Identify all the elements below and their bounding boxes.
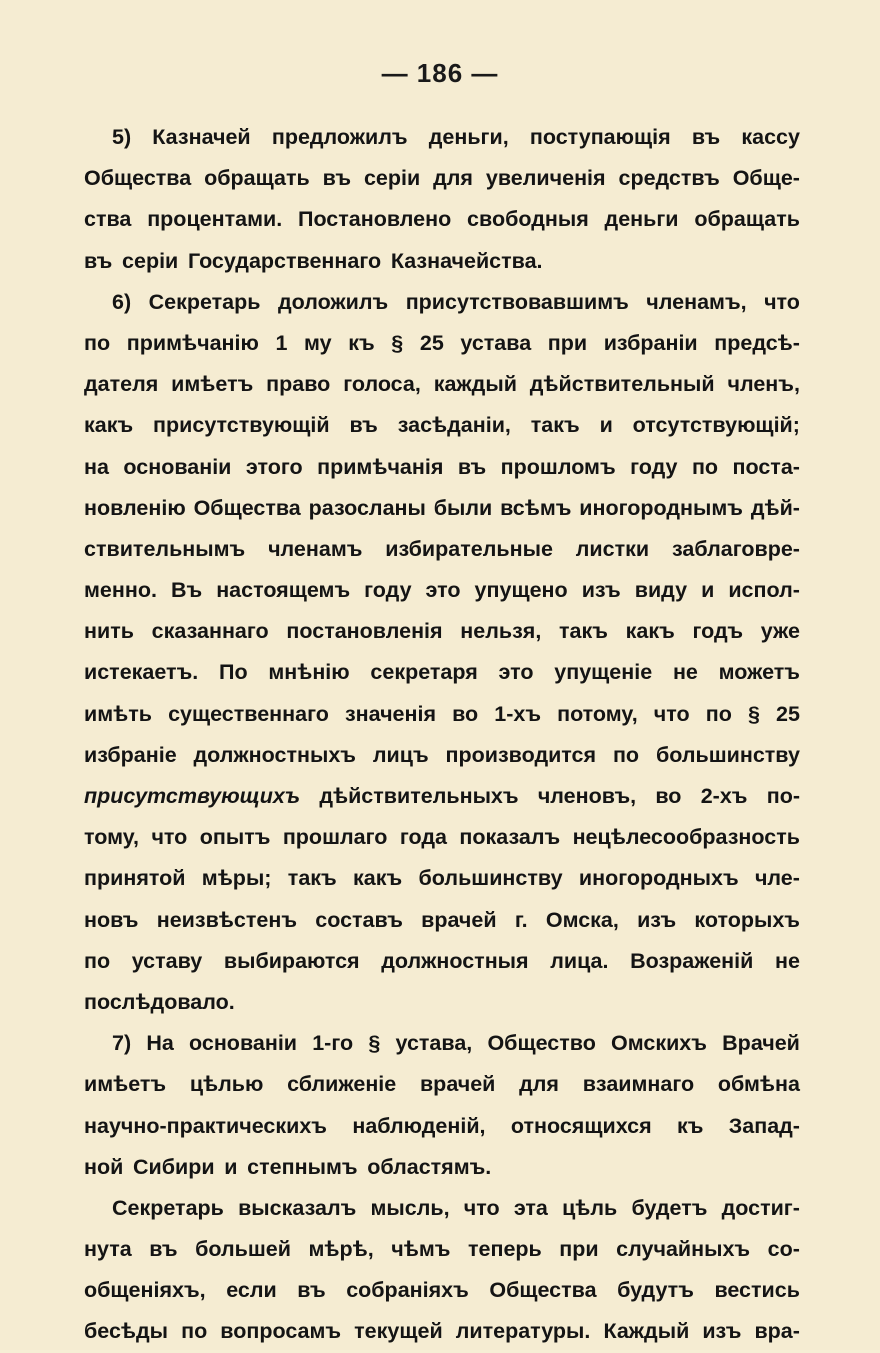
- word: §: [747, 701, 760, 726]
- word: дѣй-: [750, 495, 800, 520]
- word: избирательные: [385, 536, 553, 561]
- word: г.: [514, 907, 528, 932]
- word: членовъ,: [537, 784, 637, 808]
- word: должностныя: [381, 948, 529, 973]
- word: какъ: [625, 619, 675, 644]
- word: такъ: [287, 866, 337, 891]
- word: увеличенія: [485, 166, 606, 191]
- word: во: [452, 701, 479, 726]
- text-line: [84, 1023, 800, 1064]
- word: составъ: [315, 907, 403, 932]
- word: Врачей: [722, 1031, 800, 1056]
- word: значенія: [344, 701, 437, 726]
- word: не: [774, 948, 800, 973]
- word: предсѣ-: [714, 330, 800, 355]
- word: въ: [691, 125, 721, 149]
- word: мнѣнію: [268, 660, 350, 685]
- word: засѣданіи,: [397, 413, 511, 438]
- word: поступающія: [529, 125, 671, 149]
- word: потому,: [557, 701, 638, 726]
- word: наблюденій,: [352, 1113, 486, 1138]
- word: тому,: [84, 825, 140, 850]
- word: нить: [84, 619, 134, 644]
- word: Постановлено: [297, 207, 452, 232]
- word: новъ: [84, 907, 139, 932]
- page-number: — 186 —: [381, 58, 499, 88]
- word: имѣетъ: [84, 1072, 167, 1097]
- word: что: [653, 701, 690, 726]
- word: изъ: [581, 578, 621, 603]
- word: относящихся: [510, 1113, 652, 1138]
- word: Обще-: [732, 166, 800, 191]
- word: опытъ: [199, 825, 271, 850]
- word: мѣры;: [201, 866, 272, 891]
- word: степнымъ: [247, 1154, 358, 1179]
- word: какъ: [353, 866, 403, 891]
- word: ной: [84, 1154, 124, 1179]
- word: достиг-: [721, 1195, 800, 1220]
- word: Сибири: [133, 1154, 215, 1179]
- word: членъ,: [727, 372, 800, 397]
- word: Казначей: [152, 125, 251, 149]
- word: цѣлью: [189, 1072, 264, 1097]
- word: кассу: [741, 125, 800, 149]
- word: въ: [84, 248, 113, 273]
- word: нута: [84, 1237, 132, 1262]
- word: это: [425, 578, 461, 603]
- word: если: [226, 1278, 277, 1303]
- text-line: [84, 529, 800, 570]
- word: къ: [676, 1113, 704, 1138]
- word: собраніяхъ: [346, 1278, 469, 1303]
- word: которыхъ: [694, 907, 800, 932]
- word: литературы.: [455, 1319, 591, 1344]
- word: къ: [348, 330, 375, 355]
- word: свободныя: [467, 207, 589, 232]
- word: Общества: [193, 495, 301, 520]
- word: высказалъ: [238, 1195, 357, 1220]
- word: и: [599, 413, 613, 438]
- word: По: [218, 660, 248, 685]
- word: всѣмъ: [500, 495, 572, 520]
- word: бесѣды: [84, 1319, 169, 1344]
- word: должностныхъ: [193, 742, 356, 767]
- text-line: [84, 694, 800, 735]
- word: 6): [112, 289, 132, 314]
- word: виду: [634, 578, 688, 603]
- word: листки: [575, 536, 650, 561]
- text-line: [84, 241, 800, 282]
- word: были: [433, 495, 493, 520]
- word: такъ: [530, 413, 580, 438]
- word: текущей: [354, 1319, 443, 1344]
- word: по: [181, 1319, 208, 1344]
- word: дателя: [84, 372, 159, 397]
- word: каждый: [433, 372, 517, 397]
- word: имѣетъ: [171, 372, 254, 397]
- word: при: [559, 1237, 599, 1262]
- word: §: [368, 1031, 381, 1056]
- word: Государственнаго: [187, 248, 382, 273]
- text-line: [84, 282, 800, 323]
- word: при: [547, 330, 588, 355]
- word: серіи: [122, 248, 179, 273]
- text-line: [84, 776, 800, 817]
- word: право: [266, 372, 331, 397]
- word: Омскихъ: [611, 1031, 707, 1056]
- word: присутствующій: [153, 413, 330, 438]
- word: для: [519, 1072, 559, 1097]
- word: и: [701, 578, 715, 603]
- text-line: [84, 1106, 800, 1147]
- word: годъ: [692, 619, 744, 644]
- word: имѣть: [84, 701, 152, 726]
- text-line: [84, 1311, 800, 1352]
- word: секретаря: [370, 660, 478, 685]
- word: областямъ.: [367, 1154, 492, 1179]
- text-line: [84, 117, 800, 158]
- word: въ: [457, 454, 487, 479]
- word: Секретарь: [148, 289, 261, 314]
- word: что: [463, 1195, 500, 1220]
- text-line: [84, 982, 800, 1023]
- word: средствъ: [618, 166, 720, 191]
- word: изъ: [637, 907, 677, 932]
- word: менно.: [84, 578, 157, 603]
- word: и: [224, 1154, 238, 1179]
- text-line: [84, 488, 800, 529]
- word: постановленія: [286, 619, 443, 644]
- text-line: [84, 1147, 800, 1188]
- text-line: [84, 611, 800, 652]
- word: показалъ: [459, 825, 561, 850]
- word: испол-: [728, 578, 800, 603]
- word: деньги: [604, 207, 679, 232]
- word: избраніе: [84, 742, 177, 767]
- word: что: [151, 825, 188, 850]
- word: можетъ: [718, 660, 800, 685]
- word: что: [764, 289, 800, 314]
- word: на: [84, 454, 109, 479]
- word: упущено: [474, 578, 568, 603]
- word: года: [399, 825, 447, 850]
- word: Казначейства.: [390, 248, 543, 273]
- word: по: [691, 454, 719, 479]
- word: обращать: [204, 166, 310, 191]
- word: примѣчанія: [317, 454, 444, 479]
- word: производится: [445, 742, 597, 767]
- word: прошлаго: [282, 825, 388, 850]
- word: отсутствующій;: [632, 413, 800, 438]
- word: 1-хъ: [494, 701, 542, 726]
- word: серіи: [363, 166, 421, 191]
- word: со-: [767, 1237, 800, 1262]
- word: по: [612, 742, 640, 767]
- word: нельзя,: [460, 619, 542, 644]
- word: по: [84, 330, 111, 355]
- word: вопросамъ: [220, 1319, 342, 1344]
- text-line: [84, 1229, 800, 1270]
- word: мѣрѣ,: [308, 1237, 374, 1262]
- word: большей: [195, 1237, 291, 1262]
- word: присутствовавшимъ: [405, 289, 629, 314]
- text-line: [84, 199, 800, 240]
- word: 7): [112, 1031, 132, 1056]
- word: лица.: [550, 948, 609, 973]
- word: этого: [245, 454, 303, 479]
- word: заблаговре-: [671, 536, 800, 561]
- word: Запад-: [728, 1113, 800, 1138]
- text-line: [84, 405, 800, 446]
- word: такъ: [559, 619, 608, 644]
- word: устава,: [395, 1031, 473, 1056]
- word: присутствующихъ: [84, 784, 301, 808]
- text-line: [84, 570, 800, 611]
- word: послѣдовало.: [84, 989, 235, 1014]
- word: будетъ: [631, 1195, 708, 1220]
- word: 25: [776, 701, 800, 726]
- word: для: [433, 166, 473, 191]
- word: врачей: [419, 1072, 496, 1097]
- word: дѣйствительныхъ: [319, 784, 519, 808]
- text-line: [84, 652, 800, 693]
- word: большинству: [418, 866, 563, 891]
- word: въ: [297, 1278, 326, 1303]
- word: голоса,: [343, 372, 421, 397]
- word: году: [630, 454, 678, 479]
- text-line: [84, 323, 800, 364]
- word: чле-: [754, 866, 800, 891]
- text-line: [84, 817, 800, 858]
- word: новленію: [84, 495, 186, 520]
- word: избраніи: [603, 330, 698, 355]
- word: предложилъ: [271, 125, 408, 149]
- word: обращать: [694, 207, 800, 232]
- word: Каждый: [603, 1319, 690, 1344]
- word: во: [655, 784, 682, 808]
- word: Омска,: [545, 907, 619, 932]
- word: будутъ: [617, 1278, 694, 1303]
- word: Секретарь: [112, 1195, 224, 1220]
- word: существеннаго: [168, 701, 329, 726]
- word: изъ: [702, 1319, 742, 1344]
- word: обмѣна: [717, 1072, 800, 1097]
- word: истекаетъ.: [84, 660, 199, 685]
- word: сказаннаго: [151, 619, 269, 644]
- word: нецѣлесообразность: [572, 825, 800, 850]
- word: ства: [84, 207, 132, 232]
- word: основаніи: [123, 454, 232, 479]
- word: настоящемъ: [216, 578, 351, 603]
- word: цѣль: [562, 1195, 618, 1220]
- word: случайныхъ: [616, 1237, 751, 1262]
- text-line: [84, 158, 800, 199]
- word: чѣмъ: [391, 1237, 451, 1262]
- word: большинству: [655, 742, 800, 767]
- word: взаимнаго: [582, 1072, 695, 1097]
- word: членамъ,: [646, 289, 747, 314]
- word: не: [672, 660, 698, 685]
- word: членамъ: [268, 536, 363, 561]
- text-line: [84, 941, 800, 982]
- word: Общество: [487, 1031, 596, 1056]
- word: выбираются: [223, 948, 360, 973]
- word: вестись: [714, 1278, 800, 1303]
- word: мысль,: [370, 1195, 450, 1220]
- word: Возраженій: [630, 948, 754, 973]
- word: иногороднымъ: [579, 495, 743, 520]
- word: принятой: [84, 866, 186, 891]
- text-line: [84, 1188, 800, 1229]
- word: общеніяхъ,: [84, 1278, 206, 1303]
- word: прошломъ: [500, 454, 616, 479]
- word: 1: [275, 330, 288, 355]
- word: 25: [419, 330, 444, 355]
- word: эта: [513, 1195, 548, 1220]
- word: разосланы: [308, 495, 426, 520]
- word: 5): [112, 125, 132, 149]
- word: §: [391, 330, 404, 355]
- text-line: [84, 858, 800, 899]
- word: году: [364, 578, 412, 603]
- word: сближеніе: [287, 1072, 397, 1097]
- text-line: [84, 1270, 800, 1311]
- word: 1-го: [312, 1031, 354, 1056]
- word: доложилъ: [277, 289, 389, 314]
- word: дѣйствительный: [529, 372, 715, 397]
- word: Общества: [489, 1278, 597, 1303]
- word: неизвѣстенъ: [156, 907, 298, 932]
- word: му: [304, 330, 332, 355]
- word: научно-практическихъ: [84, 1113, 327, 1138]
- word: это: [498, 660, 534, 685]
- word: теперь: [467, 1237, 542, 1262]
- word: уже: [760, 619, 800, 644]
- word: иногородныхъ: [578, 866, 739, 891]
- text-line: [84, 447, 800, 488]
- word: основаніи: [189, 1031, 298, 1056]
- word: деньги,: [428, 125, 509, 149]
- word: ствительнымъ: [84, 536, 246, 561]
- word: въ: [349, 413, 378, 438]
- word: лицъ: [372, 742, 429, 767]
- word: по-: [766, 784, 800, 808]
- word: по: [705, 701, 732, 726]
- word: Въ: [170, 578, 203, 603]
- word: устава: [460, 330, 532, 355]
- word: вра-: [754, 1319, 800, 1344]
- word: врачей: [421, 907, 497, 932]
- body-text: [84, 117, 800, 1353]
- text-line: [84, 735, 800, 776]
- word: процентами.: [147, 207, 283, 232]
- word: уставу: [131, 948, 203, 973]
- word: примѣчанію: [126, 330, 259, 355]
- word: 2-хъ: [700, 784, 748, 808]
- word: упущеніе: [554, 660, 653, 685]
- word: какъ: [84, 413, 134, 438]
- word: въ: [149, 1237, 178, 1262]
- word: по: [84, 948, 111, 973]
- text-line: [84, 900, 800, 941]
- text-line: [84, 1064, 800, 1105]
- word: поста-: [732, 454, 800, 479]
- word: На: [146, 1031, 174, 1056]
- text-line: [84, 364, 800, 405]
- word: въ: [322, 166, 352, 191]
- word: Общества: [84, 166, 192, 191]
